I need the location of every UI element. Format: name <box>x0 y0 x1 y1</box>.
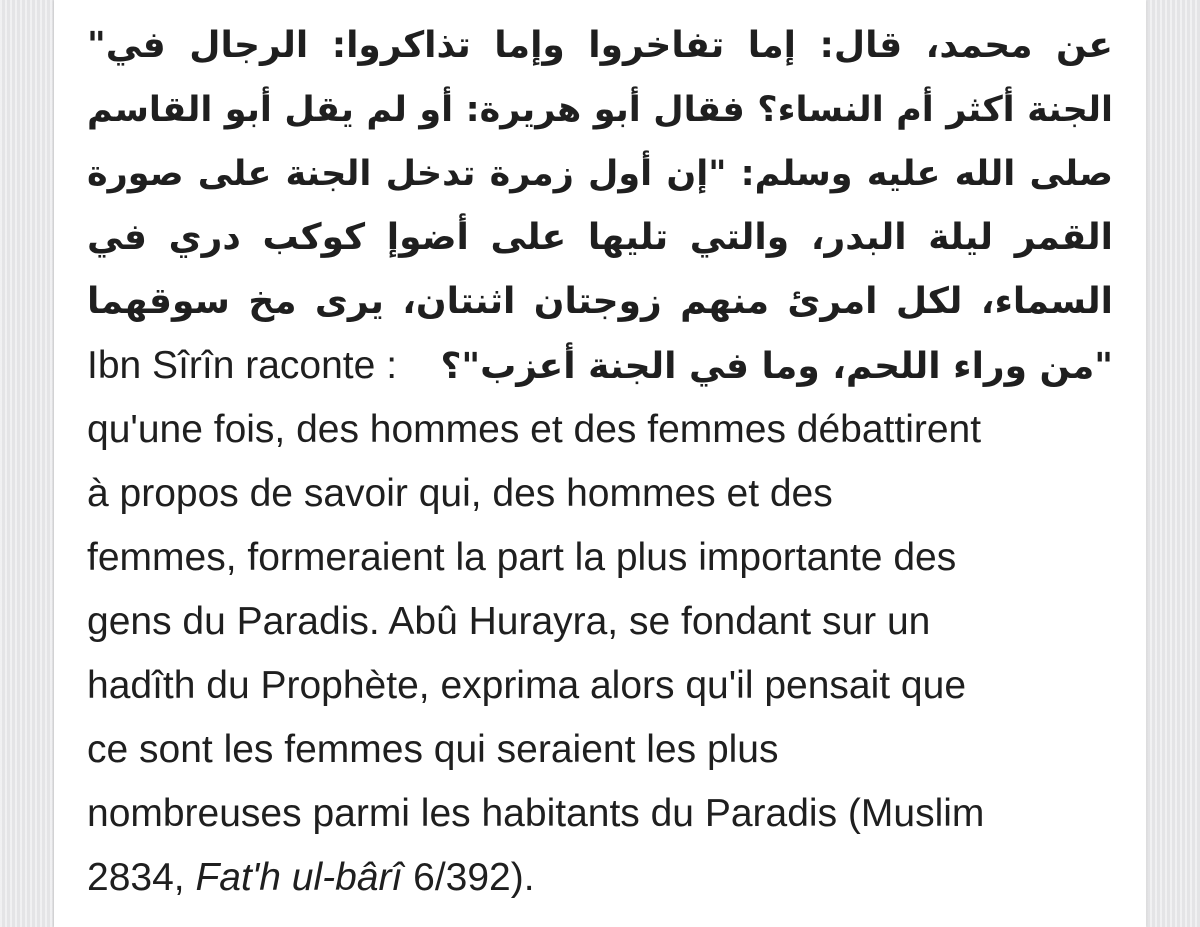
arabic-line-1: عن محمد، قال: إما تفاخروا وإما تذاكروا: الرجال في" <box>87 25 1113 66</box>
arabic-quote: "من وراء اللحم، وما في الجنة أعزب"؟ <box>440 346 1113 387</box>
arabic-line-5: السماء، لكل امرئ منهم زوجتان اثنتان، يرى مخ سوقهما <box>87 281 1113 322</box>
colon-separator: : <box>386 344 398 387</box>
french-line-1: qu'une fois, des hommes et des femmes débattirent <box>87 408 982 451</box>
arabic-line-4: القمر ليلة البدر، والتي تليها على أضوإ كوكب دري في <box>87 217 1113 258</box>
french-line-2: à propos de savoir qui, des hommes et des <box>87 472 833 515</box>
french-line-7: nombreuses parmi les habitants du Paradis (Muslim <box>87 792 985 835</box>
arabic-line-2: الجنة أكثر أم النساء؟ فقال أبو هريرة: أو لم يقل أبو القاسم <box>87 90 1113 130</box>
french-intro <box>87 334 397 398</box>
citation-suffix: 6/392). <box>402 856 535 899</box>
citation-title: Fat'h ul-bârî <box>195 856 403 899</box>
french-line-6: ce sont les femmes qui seraient les plus <box>87 728 779 771</box>
arabic-line-3: صلى الله عليه وسلم: "إن أول زمرة تدخل الجنة على صورة <box>87 154 1113 194</box>
document-page <box>54 0 1146 927</box>
citation-prefix: 2834, <box>87 856 196 899</box>
french-line-3: femmes, formeraient la part la plus importante des <box>87 536 957 579</box>
french-line-5: hadîth du Prophète, exprima alors qu'il pensait que <box>87 664 967 707</box>
french-line-8 <box>87 846 1113 910</box>
mixed-language-line <box>87 334 1113 398</box>
french-line-4: gens du Paradis. Abû Hurayra, se fondant sur un <box>87 600 931 643</box>
french-intro-text: Ibn Sîrîn raconte <box>87 344 376 387</box>
